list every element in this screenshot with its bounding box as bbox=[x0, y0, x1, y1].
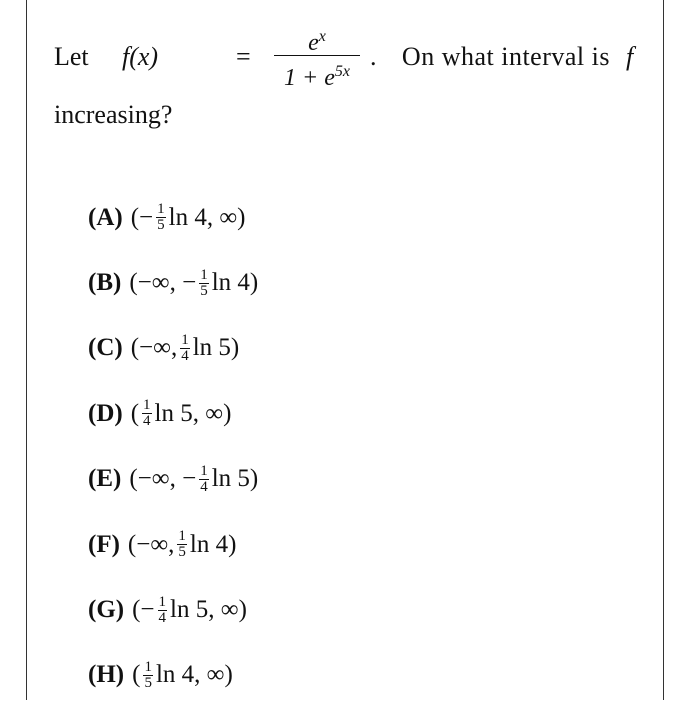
option-fraction: 1 5 bbox=[144, 658, 152, 691]
function-name: f(x) bbox=[122, 42, 159, 71]
statement-period: . bbox=[370, 42, 377, 71]
question-statement bbox=[54, 22, 654, 92]
option-fraction: $\frac{1}{4}$ bbox=[200, 462, 208, 495]
option-fraction: $\frac{1}{4}$ bbox=[158, 593, 167, 626]
question-lead: Let bbox=[54, 42, 89, 71]
fraction-numerator: $e^x$ bbox=[308, 28, 326, 56]
answer-options bbox=[88, 185, 608, 708]
option-b[interactable]: (B) (−∞, − $\frac{1}{5}$ ln 4) bbox=[88, 266, 259, 299]
option-fraction: $\frac{1}{5}$ bbox=[200, 266, 208, 299]
question-line2: increasing? bbox=[54, 100, 173, 129]
option-fraction: $\frac{1}{5}$ bbox=[157, 201, 165, 234]
option-a[interactable]: (A) (− $\frac{1}{5}$ ln 4, ∞) bbox=[88, 201, 246, 234]
option-fraction: 1 4 bbox=[181, 331, 189, 364]
fraction-bar bbox=[274, 55, 360, 56]
option-f[interactable]: (F) (−∞, 1 5 ln 4) bbox=[88, 528, 237, 561]
function-fraction bbox=[272, 22, 362, 92]
option-fraction: 1 4 bbox=[143, 397, 151, 430]
option-c[interactable]: (C) (−∞, 1 4 ln 5) bbox=[88, 331, 240, 364]
tail-variable: f bbox=[626, 42, 634, 71]
option-g[interactable]: (G) (− $\frac{1}{4}$ ln 5, ∞) bbox=[88, 593, 247, 626]
equals-sign: = bbox=[236, 42, 251, 71]
question-tail: On what interval is bbox=[401, 42, 610, 71]
option-h[interactable]: (H) ( 1 5 ln 4, ∞) bbox=[88, 658, 233, 691]
option-d[interactable]: (D) ( 1 4 ln 5, ∞) bbox=[88, 397, 232, 430]
fraction-denominator: $1 + e^{5x}$ bbox=[284, 63, 350, 91]
option-e[interactable]: (E) (−∞, − $\frac{1}{4}$ ln 5) bbox=[88, 462, 259, 495]
option-fraction: 1 5 bbox=[178, 528, 186, 561]
